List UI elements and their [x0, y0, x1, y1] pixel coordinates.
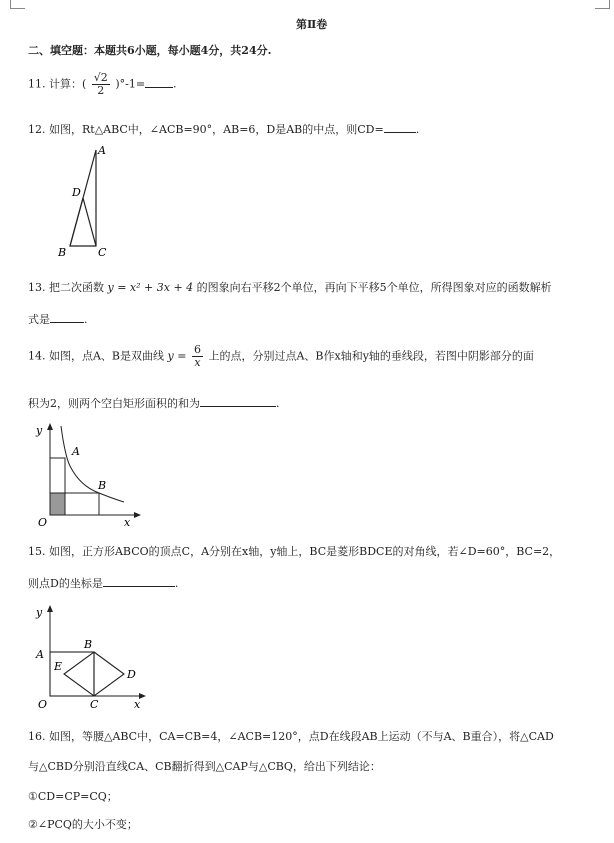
q14-prefix: 14. 如图，点A、B是双曲线: [28, 349, 165, 363]
q15-label-y: y: [36, 606, 43, 619]
q12-label-c: C: [98, 246, 107, 259]
q15-label-o: O: [38, 698, 48, 711]
q14-label-x: x: [124, 516, 131, 529]
q11-lparen: (: [82, 77, 87, 91]
q12-figure: [28, 142, 118, 260]
q14-line2: 积为2，则两个空白矩形面积的和为: [28, 397, 200, 410]
q16-line2: 与△CBD分别沿直线CA、CB翻折得到△CAP与△CBQ，给出下列结论：: [28, 760, 381, 773]
q14-label-y: y: [36, 424, 43, 437]
q12-side-bd: [70, 198, 83, 246]
q14-label-o: O: [38, 516, 48, 529]
q12-label-d: D: [72, 186, 81, 199]
q12-answer-blank[interactable]: [384, 122, 416, 133]
question-13-line1: [28, 279, 552, 295]
q14-label-b: B: [98, 479, 107, 492]
question-16-line2: [28, 758, 381, 774]
q12-median-cd: [83, 198, 96, 246]
q13-suffix: 的图象向右平移2个单位，再向下平移5个单位，所得图象对应的函数解析: [196, 281, 552, 294]
question-11: [28, 72, 177, 97]
page-corner-top-left: [10, 0, 25, 9]
q15-figure: [28, 600, 158, 718]
q15-square-abco: [50, 652, 94, 696]
q15-label-c: C: [90, 698, 99, 711]
q15-line1: 15. 如图，正方形ABCO的顶点C，A分别在x轴，y轴上，BC是菱形BDCE的对角线，若∠D=60°，BC=2，: [28, 545, 561, 558]
q12-label-b: B: [58, 246, 67, 259]
q13-line2-prefix: 式是: [28, 313, 50, 326]
question-14-line2: [28, 395, 280, 411]
q11-suffix: )°-1=: [115, 77, 146, 91]
q13-formula: y = x² + 3x + 4: [107, 281, 194, 294]
q14-denominator: x: [194, 356, 201, 370]
q16-line1: 16. 如图，等腰△ABC中，CA=CB=4，∠ACB=120°，点D在线段AB上运动（不与A、B重合），将△CAD: [28, 730, 554, 743]
q11-answer-blank[interactable]: [145, 77, 173, 88]
q15-label-a: A: [36, 648, 44, 661]
q14-x-arrow: [134, 512, 141, 518]
q14-label-a: A: [72, 445, 80, 458]
q14-y-arrow: [47, 423, 53, 430]
question-14-line1: [28, 344, 534, 369]
q11-end: .: [173, 77, 177, 91]
question-15-line1: [28, 543, 560, 559]
q12-text: 12. 如图，Rt△ABC中，∠ACB=90°，AB=6，D是AB的中点，则CD=: [28, 123, 384, 136]
question-16-line1: [28, 728, 554, 744]
q11-prefix: 计算：: [49, 77, 82, 91]
question-13-line2: [28, 311, 88, 327]
q13-answer-blank[interactable]: [50, 312, 84, 323]
q11-number: 11.: [28, 77, 46, 91]
q15-label-x: x: [134, 698, 141, 711]
question-16-item2: ②∠PCQ的大小不变；: [28, 818, 138, 831]
section-title: 第Ⅱ卷: [296, 18, 328, 31]
q15-answer-blank[interactable]: [103, 576, 175, 587]
q12-label-a: A: [98, 144, 106, 157]
q14-suffix: 上的点，分别过点A、B作x轴和y轴的垂线段，若图中阴影部分的面: [208, 349, 534, 363]
question-15-line2: [28, 575, 178, 591]
q14-shaded-region: [50, 493, 65, 515]
q15-line2: 则点D的坐标是: [28, 577, 103, 590]
question-12: [28, 121, 419, 137]
q15-y-arrow: [47, 605, 53, 612]
q11-fraction: [92, 72, 110, 97]
page-corner-top-right: [595, 0, 610, 9]
q14-func-lhs: y =: [167, 349, 187, 363]
q14-numerator: 6: [193, 343, 201, 356]
q11-denominator: 2: [97, 84, 105, 98]
q15-label-b: B: [84, 638, 93, 651]
q14-fraction: [192, 344, 203, 369]
q13-end: .: [84, 313, 88, 326]
part-heading: 二、填空题：本题共6小题，每小题4分，共24分.: [28, 44, 272, 57]
q14-answer-blank[interactable]: [200, 396, 276, 407]
q15-label-e: E: [54, 660, 63, 673]
q12-end: .: [415, 123, 420, 136]
q13-prefix: 13. 把二次函数: [28, 281, 104, 294]
q15-end: .: [174, 577, 179, 590]
q15-label-d: D: [127, 668, 136, 681]
q11-numerator: √2: [93, 71, 108, 84]
q14-hyperbola: [61, 426, 124, 502]
q14-end: .: [276, 397, 280, 410]
q14-figure: [28, 420, 148, 530]
question-16-item1: ①CD=CP=CQ；: [28, 790, 118, 803]
